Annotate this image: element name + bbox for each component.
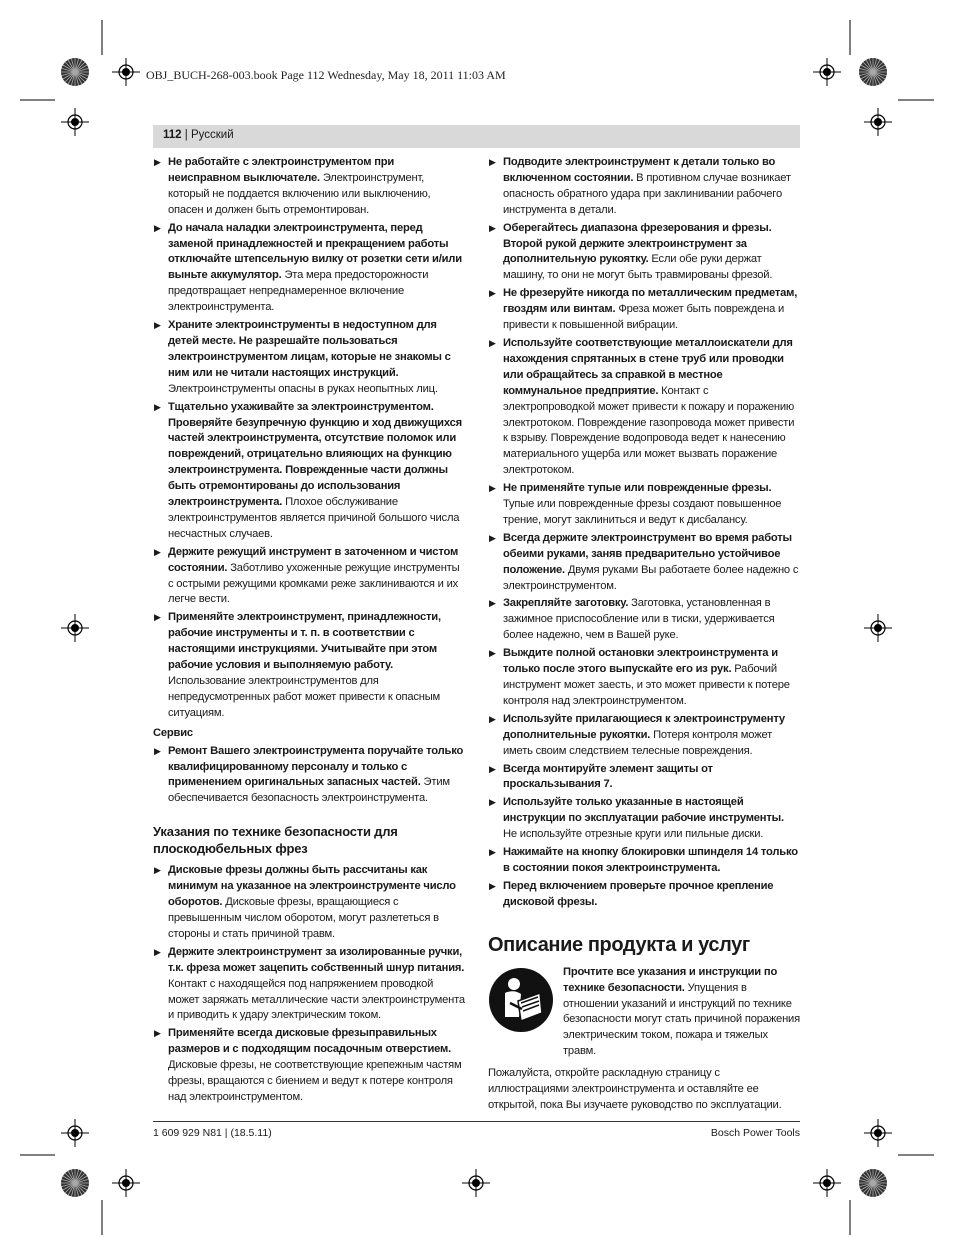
- triangle-bullet-icon: ▶: [154, 865, 161, 876]
- item-text: В противном случае возникает опасность обратного удара при заклинивании рабочего инструмента в детали.: [503, 171, 791, 216]
- item-text: Двумя руками Вы работаете более надежно с электроинструментом.: [503, 563, 799, 592]
- list-item: [153, 863, 465, 943]
- item-bold-text: Перед включением проверьте прочное крепление дисковой фрезы.: [503, 879, 774, 908]
- list-item: [153, 400, 465, 543]
- item-text: Этим обеспечивается безопасность электроинструмента.: [168, 776, 450, 805]
- list-item: [153, 318, 465, 398]
- notice-text: Упущения в отношении указаний и инструкций по технике безопасности могут стать причиной поражения электрическим током, пожара и тяжелых травм.: [563, 981, 800, 1058]
- list-item: [153, 155, 465, 219]
- triangle-bullet-icon: ▶: [154, 946, 161, 957]
- list-item: [488, 531, 800, 595]
- triangle-bullet-icon: ▶: [154, 546, 161, 557]
- list-item: [488, 336, 800, 479]
- color-target-icon: [859, 58, 887, 86]
- list-item: [153, 744, 465, 808]
- triangle-bullet-icon: ▶: [489, 797, 496, 808]
- item-bold-text: Не работайте с электроинструментом при неисправном выключателе.: [168, 156, 395, 184]
- item-text: Заготовка, установленная в зажимное приспособление или в тиски, удерживается более надежно, чем в Вашей руке.: [503, 597, 775, 642]
- item-bold-text: Всегда держите электроинструмент во время работы обеими руками, заняв предварительно устойчивое положение.: [503, 531, 792, 576]
- left-column: [153, 155, 465, 1108]
- item-bold-text: Не применяйте тупые или поврежденные фрезы.: [503, 482, 772, 495]
- triangle-bullet-icon: ▶: [489, 157, 496, 167]
- registration-mark-icon: [462, 1169, 490, 1197]
- item-bold-text: Ремонт Вашего электроинструмента поручайте только квалифицированному персоналу и только с применением оригинальных запасных частей.: [168, 744, 464, 789]
- item-text: Заботливо ухоженные режущие инструменты с острыми режущими кромками реже заклиниваются и их легче вести.: [168, 561, 460, 606]
- item-text: Потеря контроля может иметь своим следствием телесные повреждения.: [503, 728, 773, 757]
- section-heading: Указания по технике безопасности для плоскодюбельных фрез: [153, 824, 398, 857]
- service-list: [153, 744, 465, 808]
- item-bold-text: Дисковые фрезы должны быть рассчитаны как минимум на указанное на электроинструменте число оборотов.: [168, 864, 456, 909]
- item-bold-text: Держите режущий инструмент в заточенном и чистом состоянии.: [168, 545, 459, 574]
- instruction-list: [153, 155, 465, 722]
- item-text: Контакт с находящейся под напряжением проводкой может заряжать металлические части электроинструмента и приводить к удару электрическим током.: [168, 977, 465, 1022]
- list-item: [488, 762, 800, 794]
- item-bold-text: Храните электроинструменты в недоступном для детей месте. Не разрешайте пользоваться электроинструментом лицам, которые не знакомы с ним или не читали настоящих инструкций.: [168, 319, 451, 379]
- triangle-bullet-icon: ▶: [489, 880, 496, 891]
- registration-mark-icon: [864, 108, 892, 136]
- triangle-bullet-icon: ▶: [154, 401, 161, 412]
- item-text: Контакт с электропроводкой может привести к пожару и поражению электротоком. Повреждение газопровода может привести к взрыву. Повреждение водопровода ведет к нанесению материального ущерба или может вызвать поражение электротоком.: [503, 384, 795, 477]
- closing-paragraph: Пожалуйста, откройте раскладную страницу с иллюстрациями электроинструмента и оставляйте ее открытой, пока Вы изучаете руководство по эксплуатации.: [488, 1067, 782, 1111]
- item-bold-text: Держите электроинструмент за изолированные ручки, т.к. фреза может зацепить собственный шнур питания.: [168, 945, 465, 974]
- list-item: [488, 845, 800, 877]
- item-text: Не используйте отрезные круги или пильные диски.: [503, 828, 764, 841]
- footer-doc-number: 1 609 929 N81 | (18.5.11): [153, 1127, 272, 1139]
- footer-rule: [153, 1121, 800, 1122]
- item-bold-text: Используйте прилагающиеся к электроинструменту дополнительные рукоятки.: [503, 712, 785, 741]
- registration-mark-icon: [61, 614, 89, 642]
- triangle-bullet-icon: ▶: [489, 532, 496, 543]
- item-text: Электроинструменты опасны в руках неопытных лиц.: [168, 382, 438, 395]
- item-bold-text: До начала наладки электроинструмента, перед заменой принадлежностей и прекращением работы отключайте штепсельную вилку от розетки сети и/или выньте аккумулятор.: [168, 221, 462, 282]
- list-item: [488, 879, 800, 911]
- registration-mark-icon: [112, 58, 140, 86]
- item-text: Фреза может быть повреждена и привести к повышенной вибрации.: [503, 303, 785, 332]
- product-heading: Описание продукта и услуг: [488, 933, 750, 956]
- registration-mark-icon: [813, 1169, 841, 1197]
- triangle-bullet-icon: ▶: [489, 763, 496, 774]
- list-item: [153, 545, 465, 609]
- list-item: [488, 286, 800, 334]
- footer-brand: Bosch Power Tools: [710, 1127, 800, 1139]
- list-item: [153, 1026, 465, 1106]
- book-info-line: OBJ_BUCH-268-003.book Page 112 Wednesday, May 18, 2011 11:03 AM: [146, 68, 506, 82]
- item-bold-text: Используйте соответствующие металлоискатели для нахождения спрятанных в стене труб или проводки или обращайтесь за справкой в местное коммунальное предприятие.: [503, 336, 793, 397]
- registration-mark-icon: [864, 614, 892, 642]
- registration-mark-icon: [112, 1169, 140, 1197]
- list-item: [488, 481, 800, 529]
- item-bold-text: Применяйте всегда дисковые фрезыправильных размеров и с подходящим посадочным отверстием.: [168, 1027, 451, 1056]
- triangle-bullet-icon: ▶: [489, 847, 496, 858]
- triangle-bullet-icon: ▶: [489, 288, 496, 299]
- list-item: [153, 610, 465, 721]
- color-target-icon: [859, 1169, 887, 1197]
- item-bold-text: Оберегайтесь диапазона фрезерования и фрезы. Второй рукой держите электроинструмент за дополнительную рукоятку.: [503, 221, 772, 266]
- safety-list: [153, 863, 465, 1106]
- item-bold-text: Применяйте электроинструмент, принадлежности, рабочие инструменты и т. п. в соответствии с настоящими инструкциями. Учитывайте при этом рабочие условия и выполняемую работу.: [168, 611, 441, 672]
- item-text: Рабочий инструмент может заесть, и это может привести к потере контроля над электроинструментом.: [503, 663, 790, 707]
- instruction-list: [488, 155, 800, 911]
- item-bold-text: Выждите полной остановки электроинструмента и только после этого выпускайте его из рук.: [503, 647, 778, 676]
- registration-mark-icon: [813, 58, 841, 86]
- triangle-bullet-icon: ▶: [489, 648, 496, 659]
- item-bold-text: Всегда монтируйте элемент защиты от проскальзывания 7.: [503, 762, 713, 791]
- page-header-bar: [153, 125, 800, 148]
- registration-mark-icon: [864, 1119, 892, 1147]
- service-heading: Сервис: [153, 726, 193, 739]
- list-item: [488, 155, 800, 219]
- triangle-bullet-icon: ▶: [154, 157, 161, 167]
- registration-mark-icon: [61, 108, 89, 136]
- page-header: [163, 129, 234, 141]
- color-target-icon: [61, 58, 89, 86]
- list-item: [488, 712, 800, 760]
- triangle-bullet-icon: ▶: [154, 612, 161, 623]
- item-bold-text: Подводите электроинструмент к детали только во включенном состоянии.: [503, 156, 776, 184]
- item-bold-text: Используйте только указанные в настоящей инструкции по эксплуатации рабочие инструменты.: [503, 796, 784, 825]
- triangle-bullet-icon: ▶: [154, 320, 161, 331]
- item-text: Использование электроинструментов для непредусмотренных работ может привести к опасным ситуациям.: [168, 675, 441, 719]
- header-separator: |: [181, 129, 191, 141]
- list-item: [153, 221, 465, 316]
- notice-bold: Прочтите все указания и инструкции по технике безопасности.: [563, 965, 778, 994]
- triangle-bullet-icon: ▶: [489, 222, 496, 233]
- item-text: Дисковые фрезы, вращающиеся с превышенным числом оборотом, могут разлететься в стороны и стать причиной травм.: [168, 896, 439, 940]
- triangle-bullet-icon: ▶: [154, 1028, 161, 1039]
- item-bold-text: Тщательно ухаживайте за электроинструментом. Проверяйте безупречную функцию и ход движущихся частей электроинструмента, отсутствие поломок или повреждений, отрицательно влияющих на функцию электроинструмента. Поврежденные части должны быть отремонтированы до использования электроинструмента.: [168, 400, 462, 509]
- item-text: Тупые или поврежденные фрезы создают повышенное трение, могут заклиниться и ведут к дисбалансу.: [503, 498, 782, 526]
- item-text: Плохое обслуживание электроинструментов является причиной большого числа несчастных случаев.: [168, 496, 460, 540]
- triangle-bullet-icon: ▶: [154, 745, 161, 756]
- item-text: Дисковые фрезы, не соответствующие крепежным частям фрезы, вращаются с биением и ведут к потере контроля над электроинструментом.: [168, 1059, 462, 1103]
- registration-mark-icon: [61, 1119, 89, 1147]
- page-number: 112: [163, 129, 182, 141]
- read-manual-icon: [488, 967, 554, 1033]
- item-text: Эта мера предосторожности предотвращает непреднамеренное включение электроинструмента.: [168, 269, 429, 314]
- triangle-bullet-icon: ▶: [489, 713, 496, 724]
- item-text: Электроинструмент, который не поддается включению или выключению, опасен и должен быть отремонтирован.: [168, 171, 431, 216]
- triangle-bullet-icon: ▶: [154, 222, 161, 233]
- triangle-bullet-icon: ▶: [489, 337, 496, 348]
- list-item: [488, 646, 800, 710]
- safety-notice: [488, 965, 800, 1060]
- triangle-bullet-icon: ▶: [489, 598, 496, 609]
- color-target-icon: [61, 1169, 89, 1197]
- item-bold-text: Нажимайте на кнопку блокировки шпинделя 14 только в состоянии покоя электроинструмента.: [503, 846, 798, 874]
- triangle-bullet-icon: ▶: [489, 483, 496, 494]
- right-column: [488, 155, 800, 1114]
- header-language: Русский: [190, 129, 234, 141]
- list-item: [488, 221, 800, 285]
- item-bold-text: Закрепляйте заготовку.: [503, 597, 629, 610]
- item-text: Если обе руки держат машину, то они не могут быть травмированы фрезой.: [503, 253, 773, 282]
- list-item: [153, 945, 465, 1025]
- item-bold-text: Не фрезеруйте никогда по металлическим предметам, гвоздям или винтам.: [503, 287, 798, 316]
- list-item: [488, 795, 800, 843]
- list-item: [488, 596, 800, 644]
